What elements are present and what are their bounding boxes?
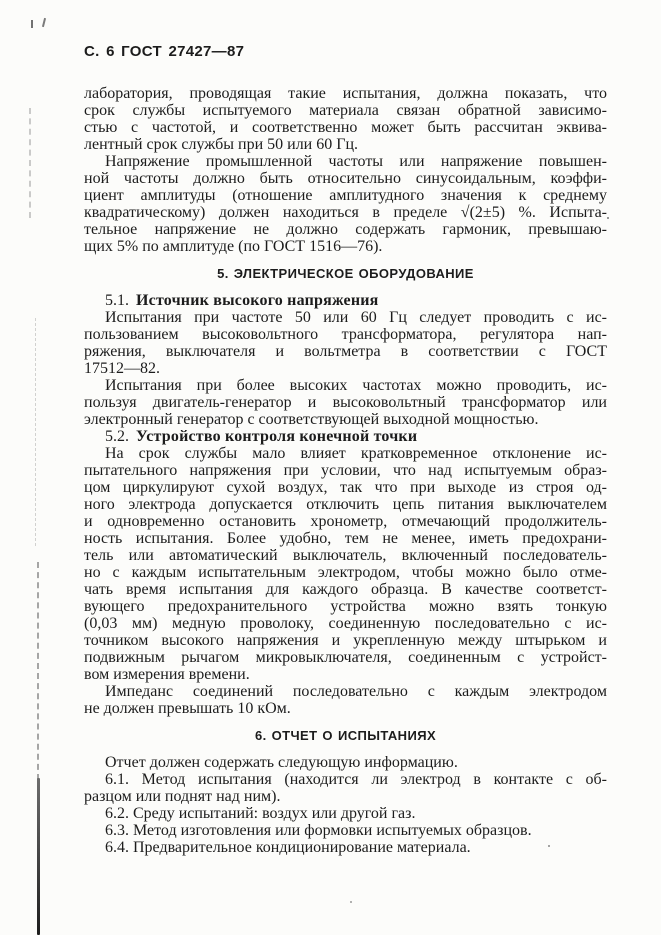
subsection-heading (84, 428, 607, 445)
text-line: квадратическому) должен находиться в пределе √(2±5) %. Испыта- (84, 204, 607, 221)
text-line: срок службы испытуемого материала связан обратной зависимо- (84, 102, 607, 119)
text-line: пытательного напряжения при условии, что над испытуемым образ- (84, 462, 607, 479)
text-line: тельное напряжение не должно содержать гармоник, превышаю- (84, 221, 607, 238)
text-line: не должен превышать 10 кОм. (84, 700, 291, 717)
text-line: щих 5% по амплитуде (по ГОСТ 1516—76). (84, 238, 383, 255)
text-line: тель или автоматический выключатель, включенный последователь- (84, 547, 607, 564)
text-line: и одновременно остановить хронометр, отмечающий продолжитель- (84, 513, 607, 530)
paragraph (84, 153, 607, 255)
scan-dot (350, 901, 352, 903)
scan-artifact-dashed-line (35, 318, 36, 546)
text-line: цом циркулируют сухой воздух, так что при выходе из строя од- (84, 479, 607, 496)
text-line: стью с частотой, и соответственно может быть рассчитан эквива- (84, 119, 607, 136)
subsection-title: Устройство контроля конечной точки (136, 428, 418, 445)
text-line: точником высокого напряжения и укрепленную между штырьком и (84, 632, 607, 649)
subsection-number: 5.2. (105, 428, 129, 445)
paragraph (84, 445, 607, 683)
paragraph (84, 822, 607, 839)
text-line: электронный генератор с соответствующей выходной мощностью. (84, 411, 539, 428)
scan-artifact-solid-line (37, 778, 40, 935)
scan-dot (607, 217, 609, 219)
text-line: но с каждым испытательным электродом, чтобы можно было отме- (84, 564, 607, 581)
scan-artifact-dashed-line (37, 562, 39, 780)
text-line: циент амплитуды (отношение амплитудного значения к среднему (84, 187, 607, 204)
subsection-title: Источник высокого напряжения (136, 292, 379, 309)
scan-speck (31, 20, 33, 28)
text-line: (0,03 мм) медную проволоку, соединенную последовательно с ис- (84, 615, 607, 632)
text-line: Импеданс соединений последовательно с каждым электродом (105, 683, 607, 700)
section-heading: 5. ЭЛЕКТРИЧЕСКОЕ ОБОРУДОВАНИЕ (217, 266, 474, 281)
paragraph (84, 771, 607, 805)
scan-speck (42, 18, 46, 27)
scan-artifact-dashed-line (29, 108, 31, 218)
text-line: лаборатория, проводящая такие испытания, должна показать, что (84, 85, 607, 102)
text-line: 17512—82. (84, 360, 160, 377)
paragraph (84, 683, 607, 717)
text-line: 6.4. Предварительное кондиционирование материала. (105, 839, 471, 856)
paragraph (84, 309, 607, 377)
text-line: На срок службы мало влияет кратковременное отклонение ис- (105, 445, 607, 462)
text-line: 6.1. Метод испытания (находится ли электрод в контакте с об- (105, 771, 607, 788)
document-content (84, 85, 607, 856)
subsection-heading (84, 292, 607, 309)
text-line: 6.3. Метод изготовления или формовки испытуемых образцов. (105, 822, 532, 839)
text-line: Испытания при частоте 50 или 60 Гц следует проводить с ис- (105, 309, 607, 326)
text-line: чать время испытания для каждого образца. В качестве соответст- (84, 581, 607, 598)
page-body (84, 44, 607, 856)
text-line: Испытания при более высоких частотах можно проводить, ис- (105, 377, 607, 394)
section-heading: 6. ОТЧЕТ О ИСПЫТАНИЯХ (254, 728, 437, 743)
text-line: Отчет должен содержать следующую информацию. (105, 754, 458, 771)
paragraph (84, 377, 607, 428)
text-line: 6.2. Среду испытаний: воздух или другой газ. (105, 805, 416, 822)
text-line: ность испытания. Более удобно, тем не менее, иметь предохрани- (84, 530, 607, 547)
paragraph (84, 85, 607, 153)
subsection-number: 5.1. (105, 292, 129, 309)
paragraph (84, 805, 607, 822)
text-line: ряжения, выключателя и вольтметра в соответствии с ГОСТ (84, 343, 607, 360)
text-line: Напряжение промышленной частоты или напряжение повышен- (105, 153, 607, 170)
text-line: вом измерения времени. (84, 666, 250, 683)
paragraph (84, 754, 607, 771)
text-line: пользованием высоковольтного трансформатора, регулятора нап- (84, 326, 607, 343)
running-header: С. 6 ГОСТ 27427—87 (84, 43, 245, 60)
text-line: подвижным рычагом микровыключателя, соединенным с устройст- (84, 649, 607, 666)
text-line: ного электрода допускается отключить цепь питания выключателем (84, 496, 607, 513)
paragraph (84, 839, 607, 856)
text-line: лентный срок службы при 50 или 60 Гц. (84, 136, 359, 153)
text-line: разцом или поднят над ним). (84, 788, 281, 805)
text-line: пользуя двигатель-генератор и высоковольтный трансформатор или (84, 394, 607, 411)
text-line: ной частоты должно быть относительно синусоидальным, коэффи- (84, 170, 607, 187)
text-line: вующего предохранительного устройства можно взять тонкую (84, 598, 607, 615)
